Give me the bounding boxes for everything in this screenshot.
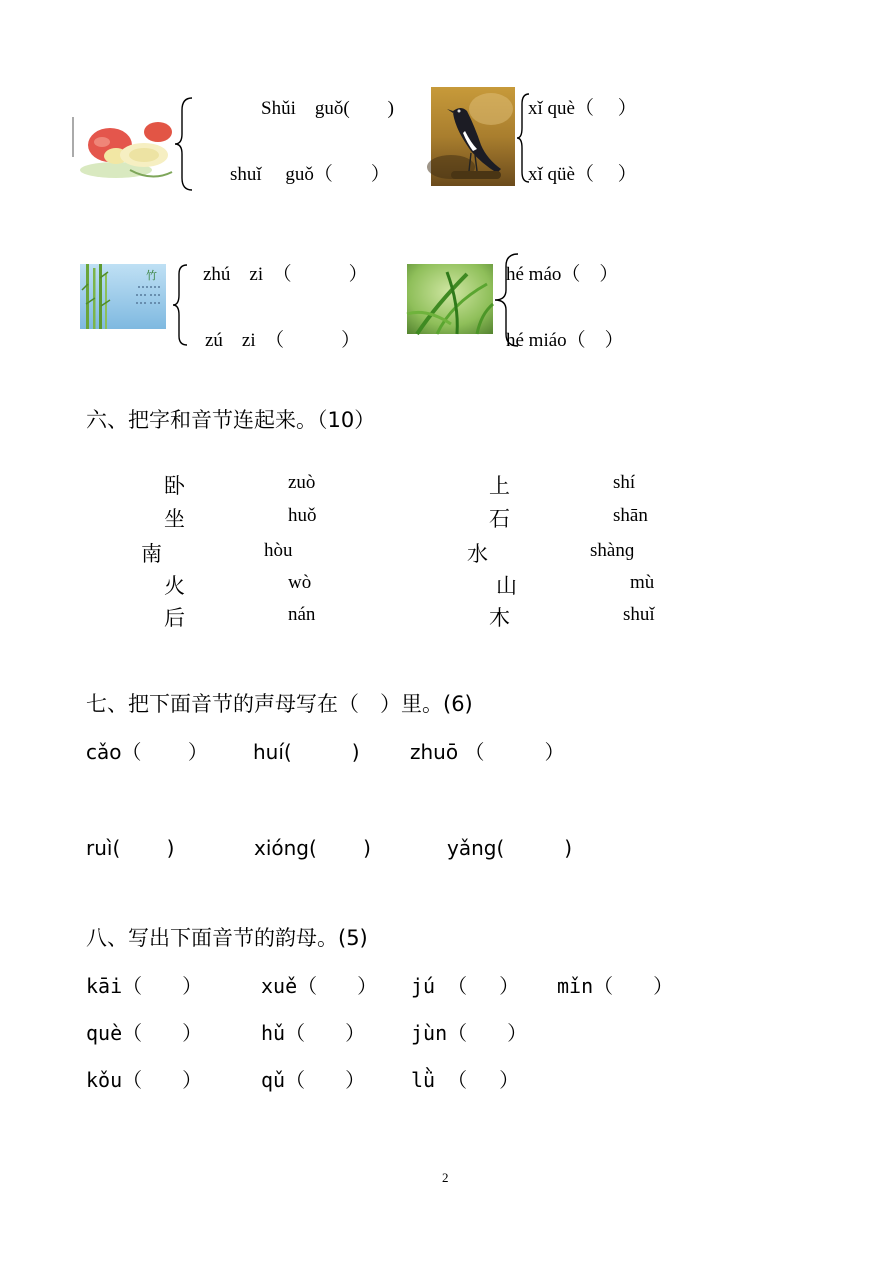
fruit-image	[72, 112, 182, 192]
q6-left-char: 坐	[164, 507, 185, 531]
q6-right-char: 木	[489, 606, 510, 630]
q6-right-char: 山	[496, 574, 517, 598]
fruit-option-2: shuǐ guǒ（ ）	[230, 164, 390, 185]
q6-right-pinyin: shān	[613, 505, 648, 526]
grass-option-1: hé máo（ ）	[506, 264, 619, 285]
q6-left-pinyin: nán	[288, 604, 316, 625]
brace-fruit	[174, 96, 196, 192]
q6-left-char: 火	[164, 574, 185, 598]
grass-image	[407, 264, 493, 334]
fruit-option-1: Shǔi guǒ( )	[261, 98, 395, 119]
brace-bamboo	[172, 263, 190, 347]
q6-right-char: 水	[467, 542, 488, 566]
q8-item: qǔ（ ）	[261, 1068, 366, 1092]
bamboo-option-1: zhú zi （ ）	[203, 264, 368, 285]
bird-option-1: xǐ què（ ）	[528, 98, 637, 119]
q8-item: jùn（ ）	[411, 1021, 528, 1045]
q6-right-char: 上	[489, 474, 510, 498]
q6-right-char: 石	[489, 507, 510, 531]
q6-left-pinyin: wò	[288, 572, 312, 593]
section-7-title: 七、把下面音节的声母写在（ ）里。(6)	[86, 692, 473, 716]
q7-item: ruì( )	[86, 836, 175, 860]
q7-item: xióng( )	[254, 836, 371, 860]
q6-left-char: 后	[164, 606, 185, 630]
bird-option-2: xǐ qüè（ ）	[528, 164, 637, 185]
q6-left-char: 卧	[164, 474, 185, 498]
q6-left-pinyin: hòu	[264, 540, 293, 561]
q8-item: lǜ （ ）	[411, 1068, 520, 1092]
q6-right-pinyin: shuǐ	[623, 604, 655, 625]
section-8-title: 八、写出下面音节的韵母。(5)	[86, 926, 368, 950]
q7-item: zhuō （ ）	[410, 740, 565, 764]
q8-item: hǔ（ ）	[261, 1021, 366, 1045]
q6-left-char: 南	[141, 542, 162, 566]
q6-right-pinyin: shànɡ	[590, 540, 635, 561]
q6-right-pinyin: shí	[613, 472, 636, 493]
q8-item: jú （ ）	[411, 974, 520, 998]
bamboo-image	[80, 264, 166, 329]
q7-item: yǎng( )	[447, 836, 573, 860]
q8-item: kāi（ ）	[86, 974, 203, 998]
bird-image	[431, 87, 515, 186]
page-number: 2	[442, 1170, 449, 1185]
bamboo-option-2: zú zi （ ）	[205, 330, 361, 351]
q7-item: cǎo（ ）	[86, 740, 208, 764]
q8-item: xuě（ ）	[261, 974, 378, 998]
section-6-title: 六、把字和音节连起来。（10）	[86, 408, 376, 432]
q8-item: mǐn（ ）	[557, 974, 674, 998]
q6-right-pinyin: mù	[630, 572, 655, 593]
grass-option-2: hé miáo（ ）	[506, 330, 624, 351]
q8-item: què（ ）	[86, 1021, 203, 1045]
q6-left-pinyin: huǒ	[288, 505, 317, 526]
q7-item: huí( )	[253, 740, 360, 764]
q6-left-pinyin: zuò	[288, 472, 316, 493]
q8-item: kǒu（ ）	[86, 1068, 203, 1092]
bamboo-image-text: 竹	[146, 269, 157, 282]
